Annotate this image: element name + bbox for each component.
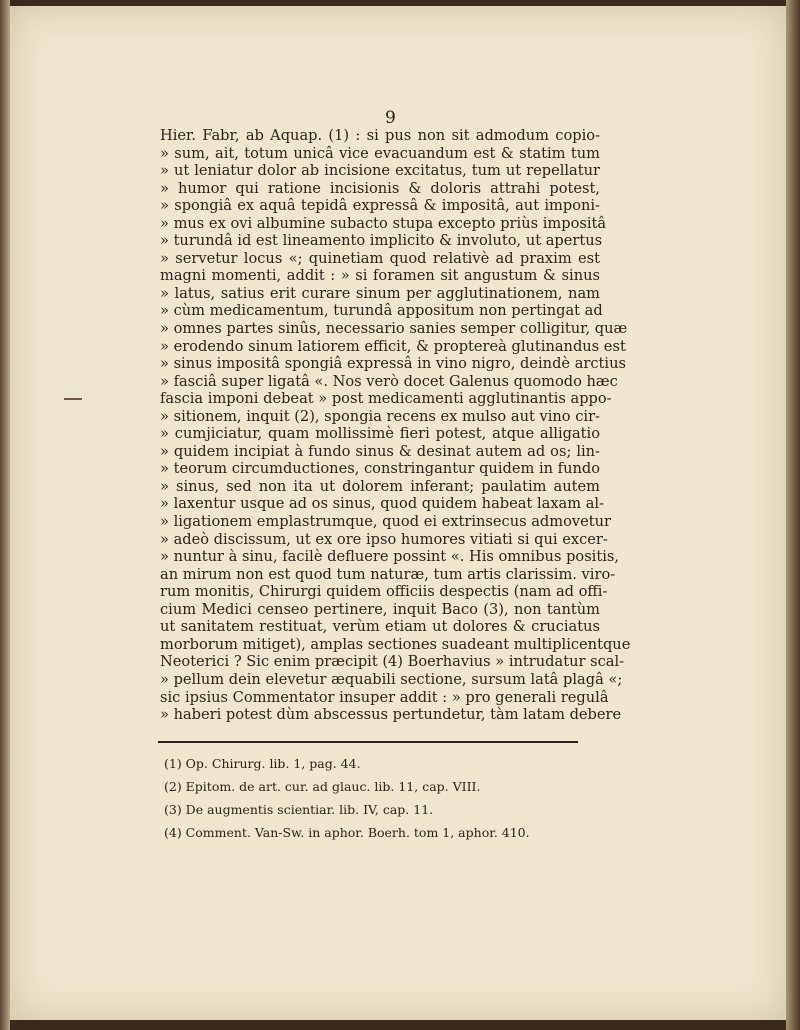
text-line: » nuntur à sinu, facilè defluere possint «. His omnibus positis, — [160, 548, 620, 566]
text-line: » humor qui ratione incisionis & doloris attrahi potest, — [160, 179, 600, 197]
text-line: » sitionem, inquit (2), spongia recens ex mulso aut vino cir- — [160, 407, 600, 425]
footnote: (3) De augmentis scientiar. lib. IV, cap. 11. — [164, 802, 434, 817]
book-spine-edge — [0, 0, 10, 1030]
text-line: » cumjiciatur, quam mollissimè fieri potest, atque alligatio — [160, 425, 600, 443]
book-fore-edge — [786, 0, 800, 1030]
text-line: » cùm medicamentum, turundâ appositum non pertingat ad — [160, 302, 603, 320]
text-line: » sinus, sed non ita ut dolorem inferant; paulatim autem — [160, 477, 600, 495]
text-line: an mirum non est quod tum naturæ, tum artis clarissim. viro- — [160, 565, 616, 583]
text-line: » pellum dein elevetur æquabili sectione, sursum latâ plagâ «; — [160, 670, 623, 688]
text-line: ut sanitatem restituat, verùm etiam ut dolores & cruciatus — [160, 618, 600, 636]
text-line: magni momenti, addit : » si foramen sit angustum & sinus — [160, 267, 600, 285]
text-line: » ligationem emplastrumque, quod ei extrinsecus admovetur — [160, 513, 612, 531]
text-line: » spongiâ ex aquâ tepidâ expressâ & impositâ, aut imponi- — [160, 197, 600, 215]
text-line: » omnes partes sinûs, necessario sanies semper colligitur, quæ — [160, 320, 628, 338]
footnote: (1) Op. Chirurg. lib. 1, pag. 44. — [164, 756, 361, 771]
text-line: » laxentur usque ad os sinus, quod quidem habeat laxam al- — [160, 495, 605, 513]
margin-mark — [64, 398, 82, 400]
text-line: sic ipsius Commentator insuper addit : » pro generali regulâ — [160, 688, 609, 706]
text-line: » latus, satius erit curare sinum per agglutinationem, nam — [160, 284, 600, 302]
text-line: » sum, ait, totum unicâ vice evacuandum est & statim tum — [160, 144, 600, 162]
text-line: » ut leniatur dolor ab incisione excitatus, tum ut repellatur — [160, 162, 600, 180]
footnote-divider — [158, 741, 578, 743]
text-line: » quidem incipiat à fundo sinus & desinat autem ad os; lin- — [160, 442, 600, 460]
text-line: » teorum circumductiones, constringantur quidem in fundo — [160, 460, 600, 478]
text-line: morborum mitiget), amplas sectiones suadeant multiplicentque — [160, 635, 631, 653]
text-line: Neoterici ? Sic enim præcipit (4) Boerhavius » intrudatur scal- — [160, 653, 625, 671]
footnote: (4) Comment. Van-Sw. in aphor. Boerh. tom 1, aphor. 410. — [164, 825, 530, 840]
text-line: » fasciâ super ligatâ «. Nos verò docet Galenus quomodo hæc — [160, 372, 618, 390]
text-line: » mus ex ovi albumine subacto stupa excepto priùs impositâ — [160, 214, 607, 232]
text-line: » erodendo sinum latiorem efficit, & proptereà glutinandus est — [160, 337, 626, 355]
text-line: » sinus impositâ spongiâ expressâ in vino nigro, deindè arctius — [160, 355, 626, 373]
body-text — [160, 127, 631, 724]
footnote: (2) Epitom. de art. cur. ad glauc. lib. 11, cap. VIII. — [164, 779, 481, 794]
footnotes — [164, 752, 584, 844]
text-line: » servetur locus «; quinetiam quod relativè ad praxim est — [160, 249, 600, 267]
page-number: 9 — [385, 108, 396, 128]
text-line: » haberi potest dùm abscessus pertundetur, tàm latam debere — [160, 706, 622, 724]
text-line: » adeò discissum, ut ex ore ipso humores vitiati si qui excer- — [160, 530, 608, 548]
text-line: fascia imponi debeat » post medicamenti agglutinantis appo- — [160, 390, 612, 408]
text-line: Hier. Fabr, ab Aquap. (1) : si pus non sit admodum copio- — [160, 127, 600, 144]
text-line: cium Medici censeo pertinere, inquit Baco (3), non tantùm — [160, 600, 600, 618]
text-line: rum monitis, Chirurgi quidem officiis despectis (nam ad offi- — [160, 583, 608, 601]
text-line: » turundâ id est lineamento implicito & involuto, ut apertus — [160, 232, 603, 250]
